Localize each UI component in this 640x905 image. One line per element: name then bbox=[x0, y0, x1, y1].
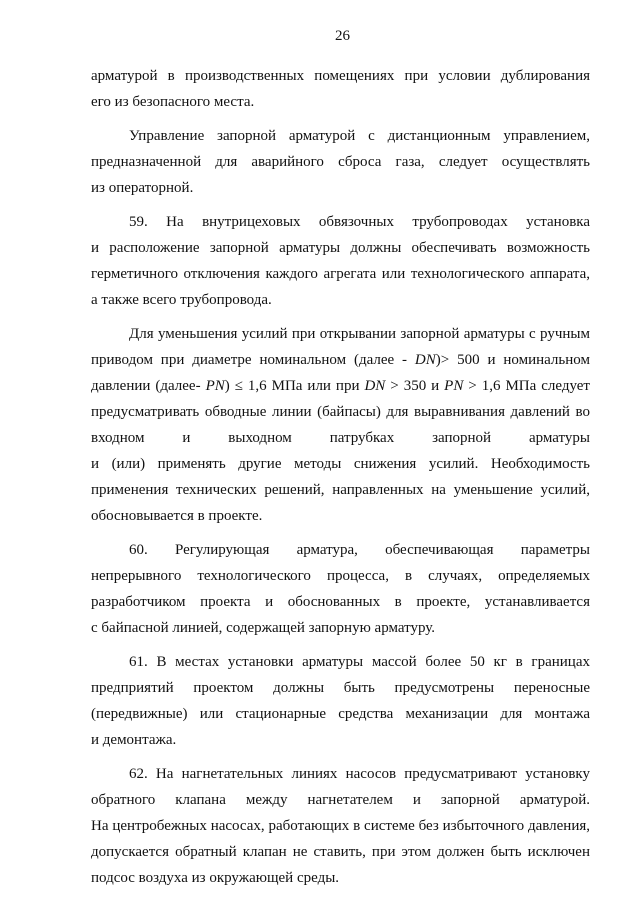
text-line: его из безопасного места. bbox=[91, 94, 255, 110]
text-line: 62. На нагнетательных линиях насосов предусматривают установку bbox=[129, 766, 590, 782]
text-line: и демонтажа. bbox=[91, 732, 177, 748]
text-line: Для уменьшения усилий при открывании запорной арматуры с ручным bbox=[129, 326, 590, 342]
text-line: и (или) применять другие методы снижения усилий. Необходимость bbox=[91, 456, 590, 472]
paragraph bbox=[91, 63, 590, 115]
text-line: применения технических решений, направленных на уменьшение усилий, bbox=[91, 482, 590, 498]
text-line: (передвижные) или стационарные средства механизации для монтажа bbox=[91, 706, 590, 722]
text-line: из операторной. bbox=[91, 180, 194, 196]
page-number: 26 bbox=[335, 28, 350, 44]
text-line: непрерывного технологического процесса, в случаях, определяемых bbox=[91, 568, 590, 584]
text-line: входном и выходном патрубках запорной арматуры bbox=[91, 430, 590, 446]
text-line: Управление запорной арматурой с дистанционным управлением, bbox=[129, 128, 590, 144]
paragraph bbox=[91, 537, 590, 641]
text-line: разработчиком проекта и обоснованных в проекте, устанавливается bbox=[91, 594, 590, 610]
text-line: 61. В местах установки арматуры массой более 50 кг в границах bbox=[129, 654, 590, 670]
paragraph bbox=[91, 761, 590, 891]
text-line: арматурой в производственных помещениях при условии дублирования bbox=[91, 68, 590, 84]
text-line: 60. Регулирующая арматура, обеспечивающая параметры bbox=[129, 542, 590, 558]
paragraph bbox=[91, 649, 590, 753]
text-line: подсос воздуха из окружающей среды. bbox=[91, 870, 340, 886]
document-body bbox=[91, 63, 590, 891]
paragraph bbox=[91, 321, 590, 529]
text-line: предусматривать обводные линии (байпасы) для выравнивания давлений во bbox=[91, 404, 590, 420]
text-line: обосновывается в проекте. bbox=[91, 508, 263, 524]
text-line: и расположение запорной арматуры должны обеспечивать возможность bbox=[91, 240, 590, 256]
text-line: с байпасной линией, содержащей запорную арматуру. bbox=[91, 620, 436, 636]
text-line: давлении (далее- PN) ≤ 1,6 МПа или при DN > 350 и PN > 1,6 МПа следует bbox=[91, 378, 590, 394]
paragraph bbox=[91, 123, 590, 201]
text-line: обратного клапана между нагнетателем и запорной арматурой. bbox=[91, 792, 590, 808]
text-line: а также всего трубопровода. bbox=[91, 292, 272, 308]
text-line: 59. На внутрицеховых обвязочных трубопроводах установка bbox=[129, 214, 590, 230]
text-line: предприятий проектом должны быть предусмотрены переносные bbox=[91, 680, 590, 696]
text-line: приводом при диаметре номинальном (далее - DN)> 500 и номинальном bbox=[91, 352, 590, 368]
text-line: предназначенной для аварийного сброса газа, следует осуществлять bbox=[91, 154, 590, 170]
text-line: герметичного отключения каждого агрегата или технологического аппарата, bbox=[91, 266, 590, 282]
paragraph bbox=[91, 209, 590, 313]
text-line: На центробежных насосах, работающих в системе без избыточного давления, bbox=[91, 818, 590, 834]
text-line: допускается обратный клапан не ставить, при этом должен быть исключен bbox=[91, 844, 590, 860]
